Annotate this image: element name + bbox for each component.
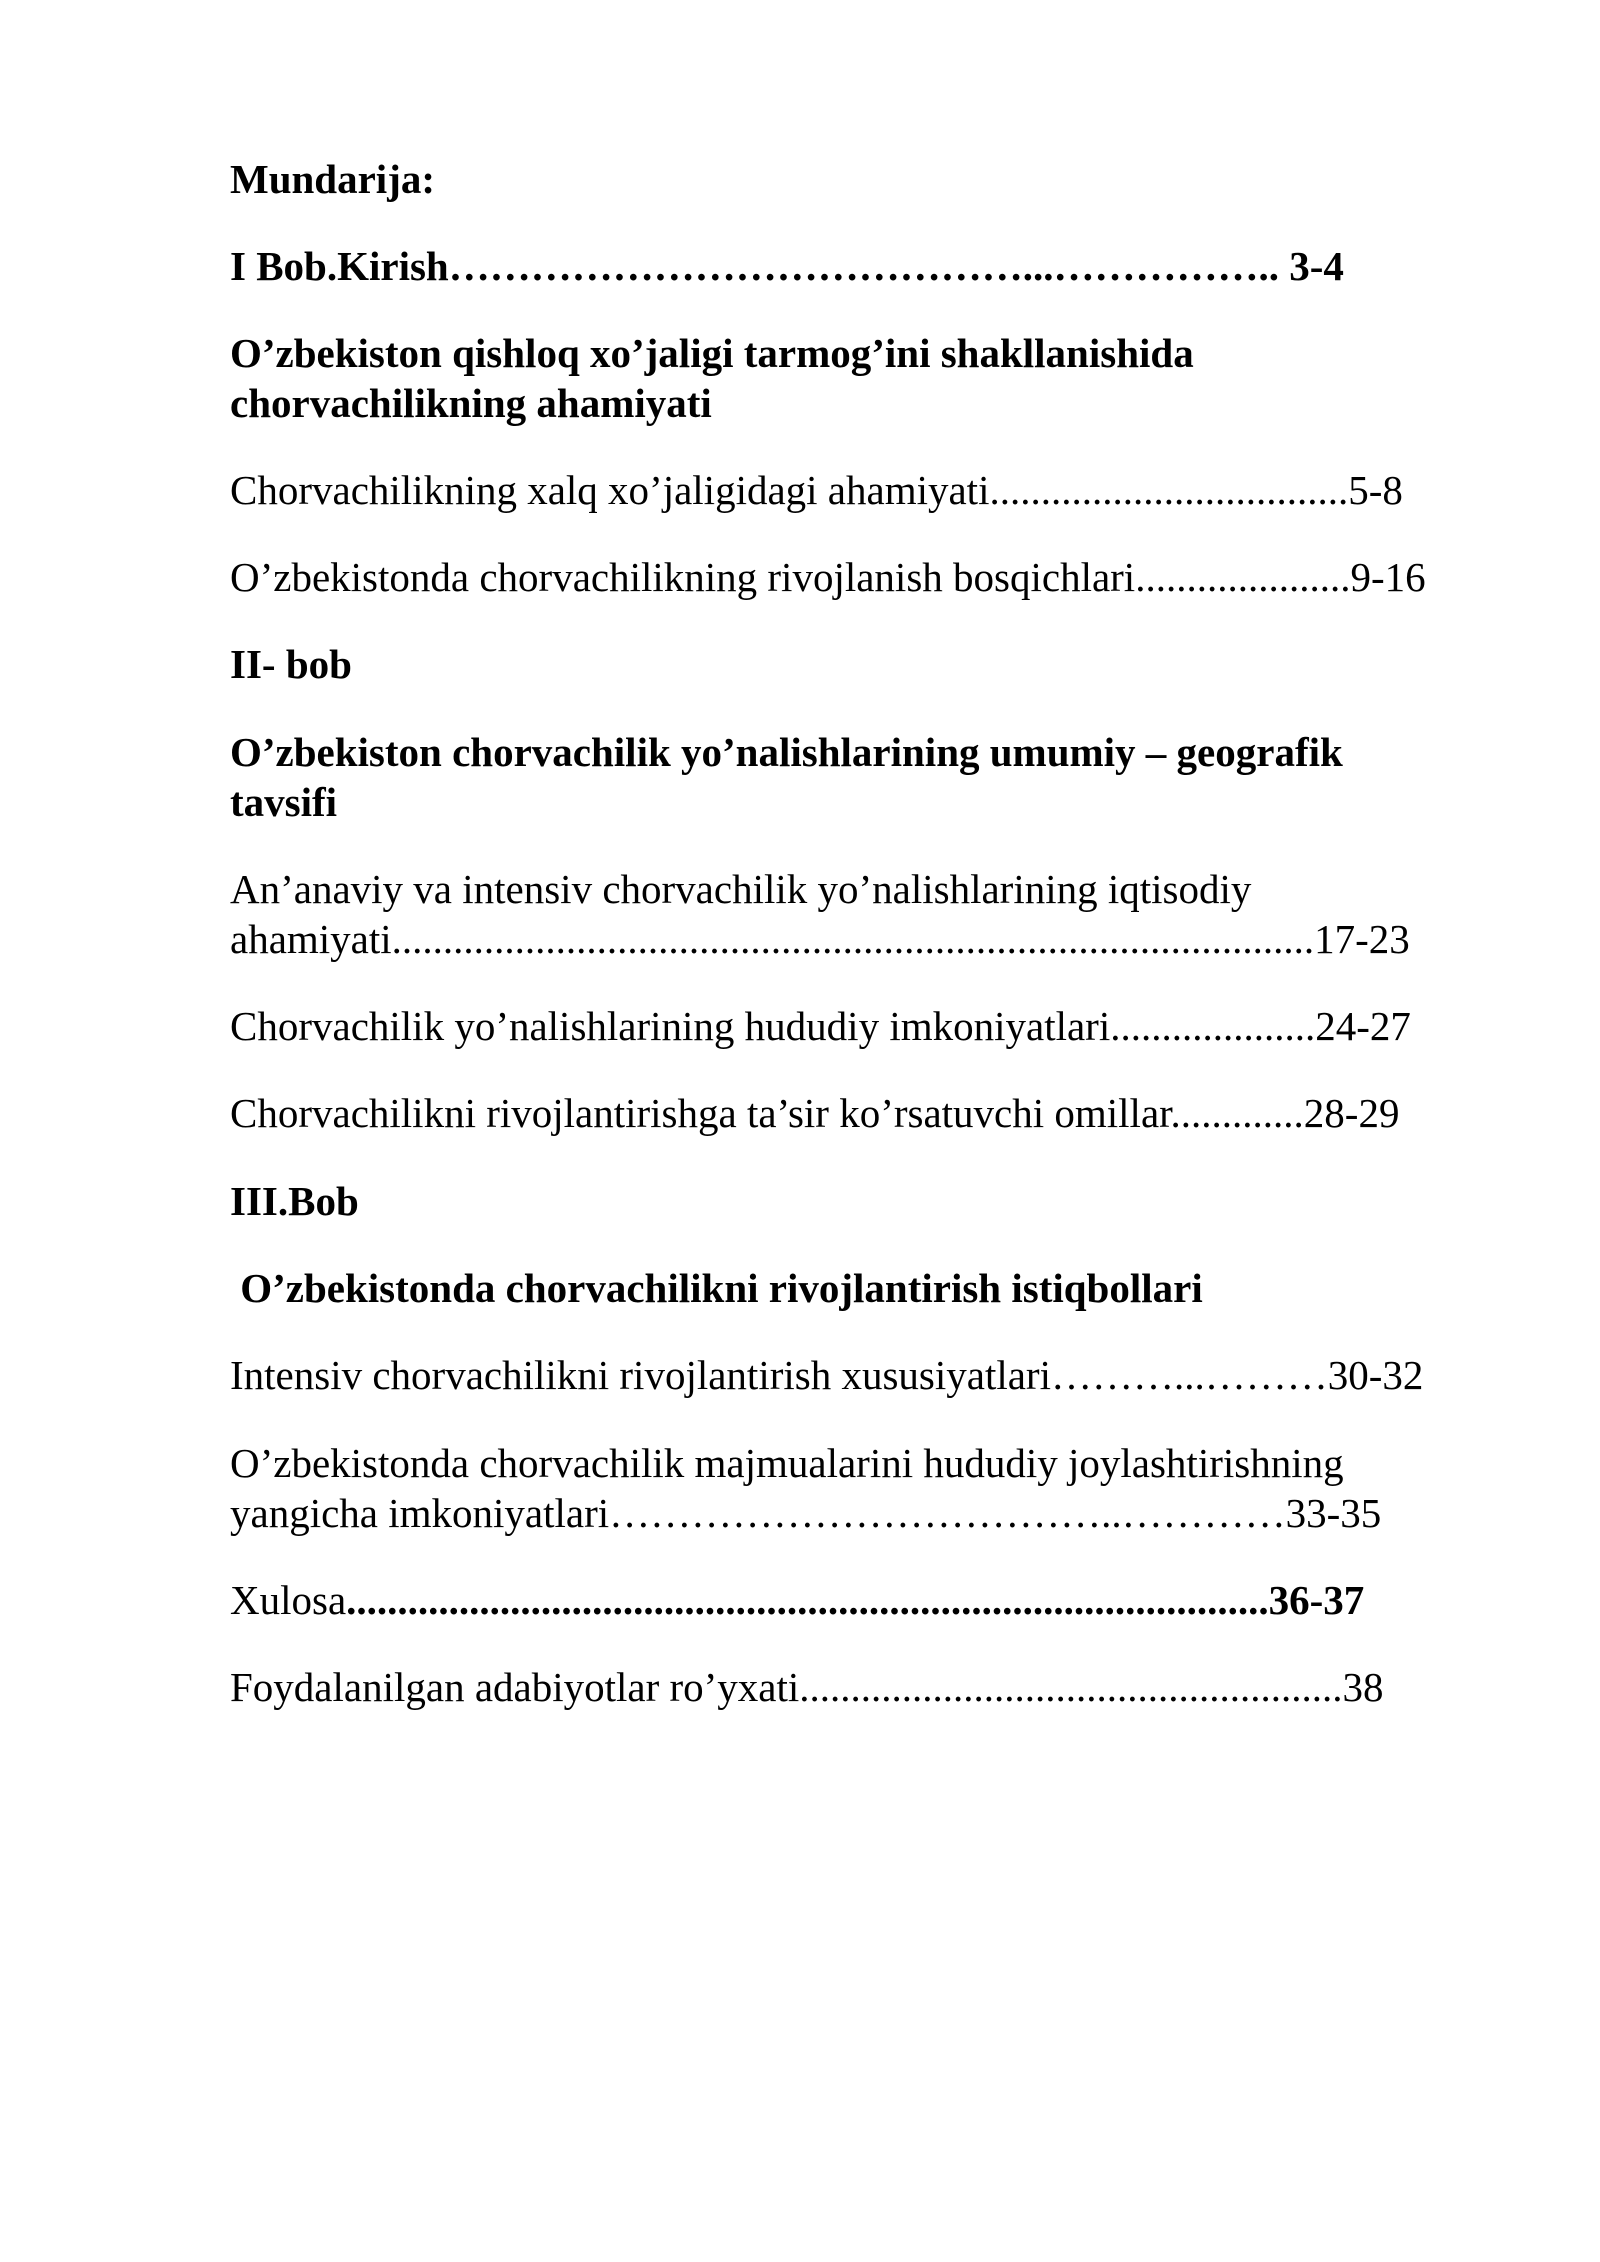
chapter-2-heading	[230, 727, 1343, 827]
toc-entry-3-2	[230, 1438, 1381, 1538]
toc-entry-conclusion	[230, 1575, 1364, 1625]
toc-entry-2-1	[230, 864, 1410, 964]
chapter-3-label: III.Bob	[230, 1178, 359, 1224]
conclusion-leader: ..........................................................................................36-37	[346, 1577, 1365, 1623]
toc-entry-1-1: Chorvachilikning xalq xo’jaligidagi ahamiyati...................................5-8	[230, 467, 1403, 513]
toc-entry-2-1-line-2: ahamiyati..........................................................................................17-23	[230, 916, 1410, 962]
chapter-1-heading	[230, 328, 1194, 428]
toc-entry-3-1: Intensiv chorvachilikni rivojlantirish xususiyatlari………...………30-32	[230, 1352, 1424, 1398]
toc-title: Mundarija:	[230, 156, 435, 202]
toc-entry-references: Foydalanilgan adabiyotlar ro’yxati.....................................................38	[230, 1664, 1384, 1710]
toc-entry-2-3: Chorvachilikni rivojlantirishga ta’sir ko’rsatuvchi omillar.............28-29	[230, 1090, 1400, 1136]
toc-entry-chapter-1: I Bob.Kirish……………………………………...…………….. 3-4	[230, 243, 1344, 289]
toc-entry-3-2-line-1: O’zbekistonda chorvachilik majmualarini hududiy joylashtirishning	[230, 1440, 1344, 1486]
chapter-1-heading-line-1: O’zbekiston qishloq xo’jaligi tarmog’ini shakllanishida	[230, 330, 1194, 376]
chapter-2-heading-line-2: tavsifi	[230, 779, 338, 825]
conclusion-label: Xulosa	[230, 1577, 347, 1623]
chapter-1-heading-line-2: chorvachilikning ahamiyati	[230, 380, 712, 426]
toc-entry-1-2: O’zbekistonda chorvachilikning rivojlanish bosqichlari.....................9-16	[230, 554, 1426, 600]
toc-entry-2-1-line-1: An’anaviy va intensiv chorvachilik yo’nalishlarining iqtisodiy	[230, 866, 1252, 912]
chapter-3-heading: O’zbekistonda chorvachilikni rivojlantirish istiqbollari	[230, 1265, 1203, 1311]
chapter-2-heading-line-1: O’zbekiston chorvachilik yo’nalishlarining umumiy – geografik	[230, 729, 1343, 775]
chapter-2-label: II- bob	[230, 641, 352, 687]
toc-entry-2-2: Chorvachilik yo’nalishlarining hududiy imkoniyatlari....................24-27	[230, 1003, 1411, 1049]
toc-entry-3-2-line-2: yangicha imkoniyatlari………………………………..…………33-35	[230, 1490, 1382, 1536]
